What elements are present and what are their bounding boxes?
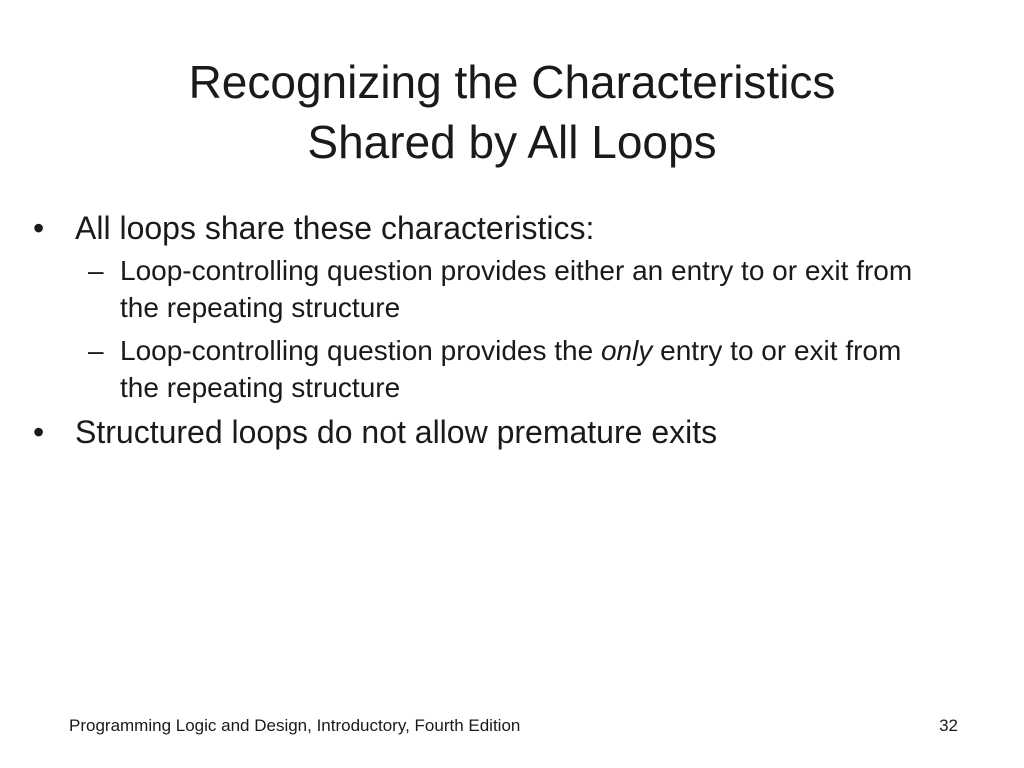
sub-bullet-list [0,252,1000,406]
dash-marker: – [88,255,104,286]
bullet-marker: • [33,414,45,450]
sub-bullet-item [0,252,1000,326]
bullet-item [0,412,1000,452]
bullet-item [0,208,1000,248]
sub-bullet-text-before: Loop-controlling question provides the [120,335,601,366]
bullet-text: All loops share these characteristics: [75,210,595,246]
slide-title [0,52,1024,172]
bullet-list [0,208,1000,456]
sub-bullet-emphasis: only [600,335,653,366]
dash-marker: – [88,335,104,366]
page-number: 32 [939,716,958,735]
title-line-1: Recognizing the Characteristics [188,56,836,108]
footer-course-title: Programming Logic and Design, Introductory, Fourth Edition [69,716,521,735]
sub-bullet-text: Loop-controlling question provides either an entry to or exit from the repeating structure [120,255,913,323]
title-line-2: Shared by All Loops [307,116,717,168]
sub-bullet-item [0,332,1000,406]
bullet-text: Structured loops do not allow premature exits [75,414,718,450]
bullet-marker: • [33,210,45,246]
sub-bullet-text-after: entry to or exit from the repeating structure [120,335,902,403]
